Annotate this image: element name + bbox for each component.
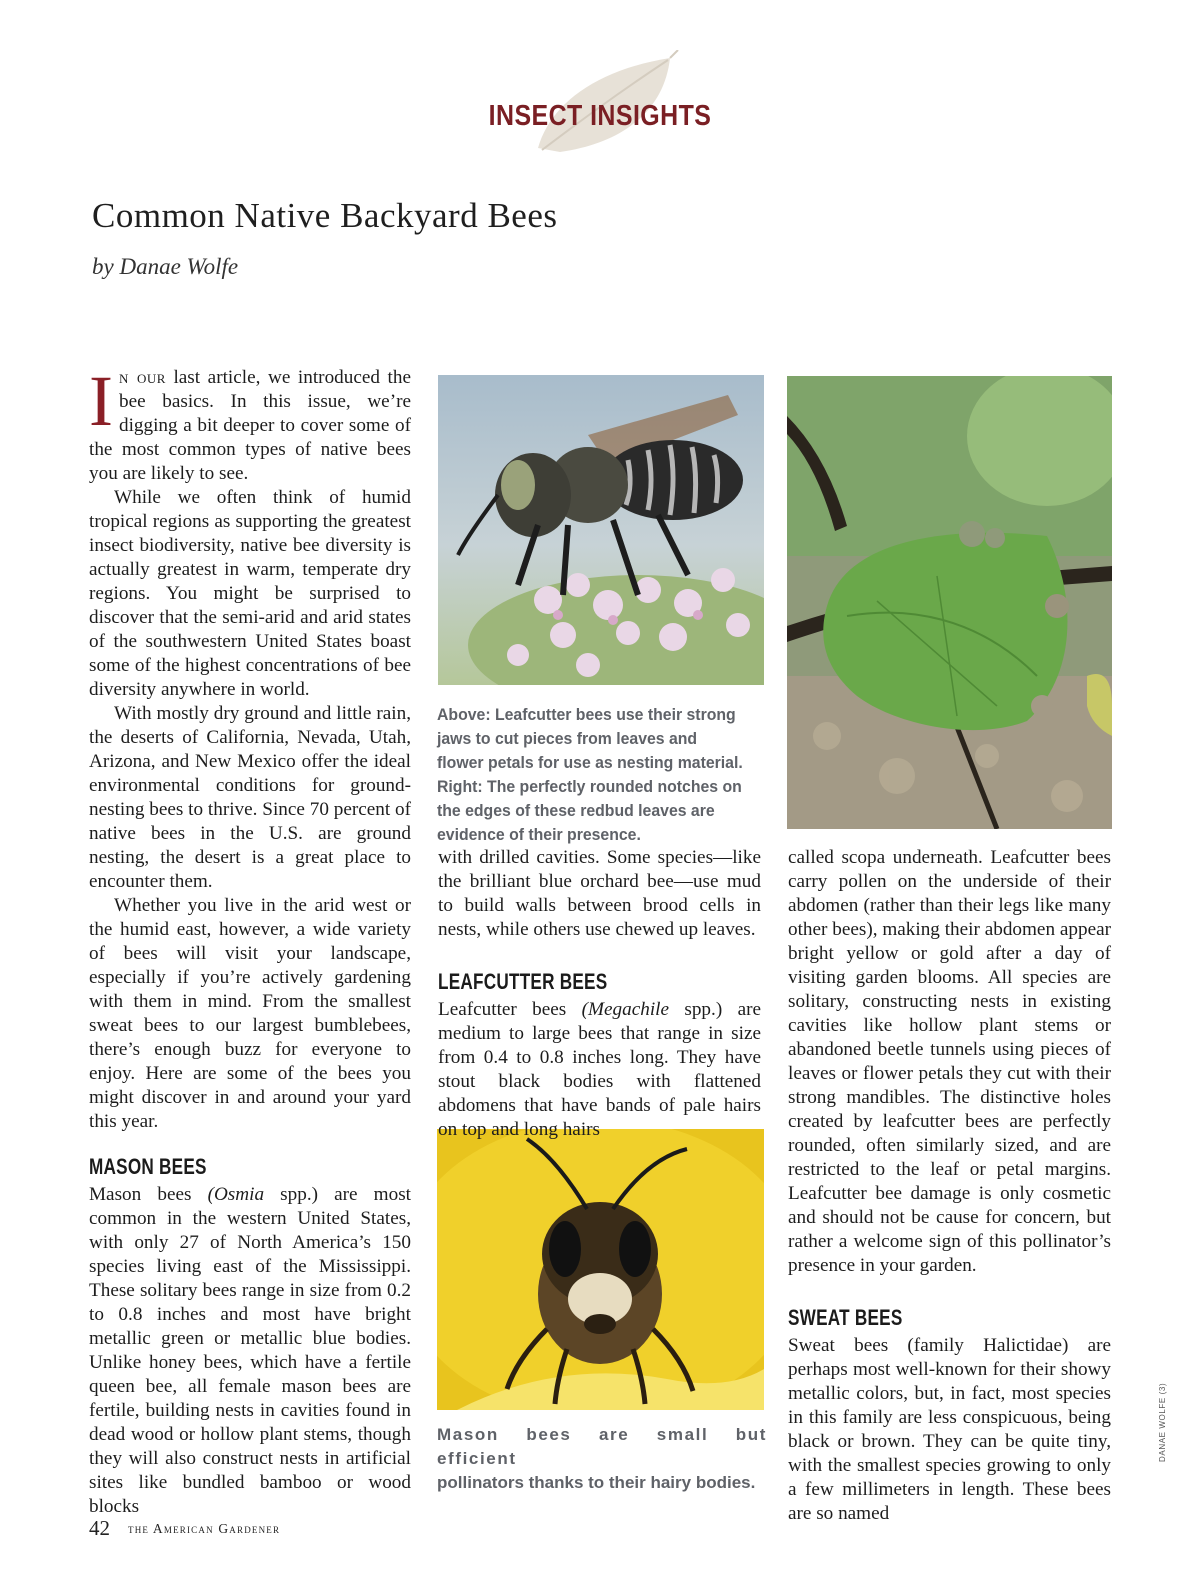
subhead-sweat-bees: SWEAT BEES	[788, 1305, 903, 1330]
body-paragraph: Whether you live in the arid west or the humid east, however, a wide variety of bees will visit your landscape, especially if you’re actively gardening with them in mind. From the smallest sweat bees to our largest bumblebees, there’s enough buzz for everyone to enjoy. Here are some of the bees you might discover in and around your yard this year.	[89, 895, 411, 1132]
section-label: INSECT INSIGHTS	[488, 100, 712, 132]
subhead-leafcutter-bees: LEAFCUTTER BEES	[438, 969, 608, 994]
caption-line: Mason bees are small but efficient	[437, 1425, 767, 1468]
body-paragraph: While we often think of humid tropical regions as supporting the greatest insect biodiversity, native bee diversity is actually greatest in warm, temperate dry regions. You might be surprised to discover that the semi-arid and arid states of the southwestern United States boast some of the highest concentrations of bee diversity anywhere in world.	[89, 487, 411, 700]
subhead-mason-bees: MASON BEES	[89, 1154, 207, 1179]
section-header	[0, 50, 1200, 170]
body-paragraph	[438, 998, 761, 1142]
article-title: Common Native Backyard Bees	[92, 196, 558, 235]
column-3	[788, 846, 1111, 1526]
latin-name: (Megachile	[581, 999, 670, 1020]
photo-caption: Above: Leafcutter bees use their strong jaws to cut pieces from leaves and flower petals for use as nesting material. Right: The perfectly rounded notches on the edges of these redbud leaves are evidence of their presence.	[437, 705, 743, 844]
photo-credit: DANAE WOLFE (3)	[1158, 1382, 1167, 1462]
latin-name: (Osmia	[207, 1184, 265, 1205]
article-byline: by Danae Wolfe	[92, 254, 239, 279]
magazine-name: the American Gardener	[128, 1521, 281, 1536]
mason-text-a: Mason bees	[89, 1184, 208, 1205]
photo-mason-bee	[437, 1129, 764, 1410]
column-2	[438, 846, 761, 1142]
body-paragraph: With mostly dry ground and little rain, the deserts of California, Nevada, Utah, Arizona, and New Mexico offer the ideal environmental conditions for ground-nesting bees to thrive. Since 70 percent of native bees in the U.S. are ground nesting, the desert is a great place to encounter them.	[89, 703, 411, 892]
body-paragraph: with drilled cavities. Some species—like the brilliant blue orchard bee—use mud to build walls between brood cells in nests, while others use chewed up leaves.	[438, 847, 761, 940]
photo-caption-mason	[437, 1423, 767, 1495]
intro-paragraph	[89, 361, 411, 486]
lead-smallcaps: n our	[118, 367, 166, 388]
mason-text-b: spp.) are most common in the western United States, with only 27 of North America’s 150 species living east of the Mississippi. These solitary bees range in size from 0.2 to 0.8 inches and most have bright metallic green or metallic blue bodies. Unlike honey bees, which have a fertile queen bee, all female mason bees are fertile, building nests in cavities found in dead wood or hollow plant stems, though they will also construct nests in artificial sites like bundled bamboo or wood blocks	[89, 1184, 411, 1517]
leafcutter-text-b: spp.) are medium to large bees that range in size from 0.4 to 0.8 inches long. They have stout black bodies with flattened abdomens that have bands of pale hairs on top and long hairs	[438, 999, 761, 1140]
column-1	[89, 361, 411, 1519]
page-number: 42	[89, 1516, 110, 1540]
leafcutter-text-a: Leafcutter bees	[438, 999, 582, 1020]
photo-leafcutter-bee	[438, 375, 764, 685]
body-paragraph: Sweat bees (family Halictidae) are perhaps most well-known for their showy metallic colors, but, in fact, most species in this family are less conspicuous, being black or brown. They can be quite tiny, with the smallest species growing to only a few millimeters in length. These bees are so named	[788, 1335, 1111, 1524]
caption-line: pollinators thanks to their hairy bodies.	[437, 1473, 756, 1492]
body-paragraph	[89, 1183, 411, 1519]
drop-cap: I	[89, 361, 113, 441]
intro-text: last article, we introduced the bee basics. In this issue, we’re digging a bit deeper to cover some of the most common types of native bees you are likely to see.	[89, 367, 411, 484]
body-paragraph: called scopa underneath. Leafcutter bees carry pollen on the underside of their abdomen (rather than their legs like many other bees), making their abdomen appear bright yellow or gold after a day of visiting garden blooms. All species are solitary, constructing nests in existing cavities like hollow plant stems or abandoned beetle tunnels using pieces of leaves or flower petals they cut with their strong mandibles. The distinctive holes created by leafcutter bees are perfectly rounded, often similarly sized, and are restricted to the leaf or petal margins. Leafcutter bee damage is only cosmetic and should not be cause for concern, but rather a welcome sign of this pollinator’s presence in your garden.	[788, 847, 1111, 1276]
photo-redbud-leaf	[787, 376, 1112, 829]
